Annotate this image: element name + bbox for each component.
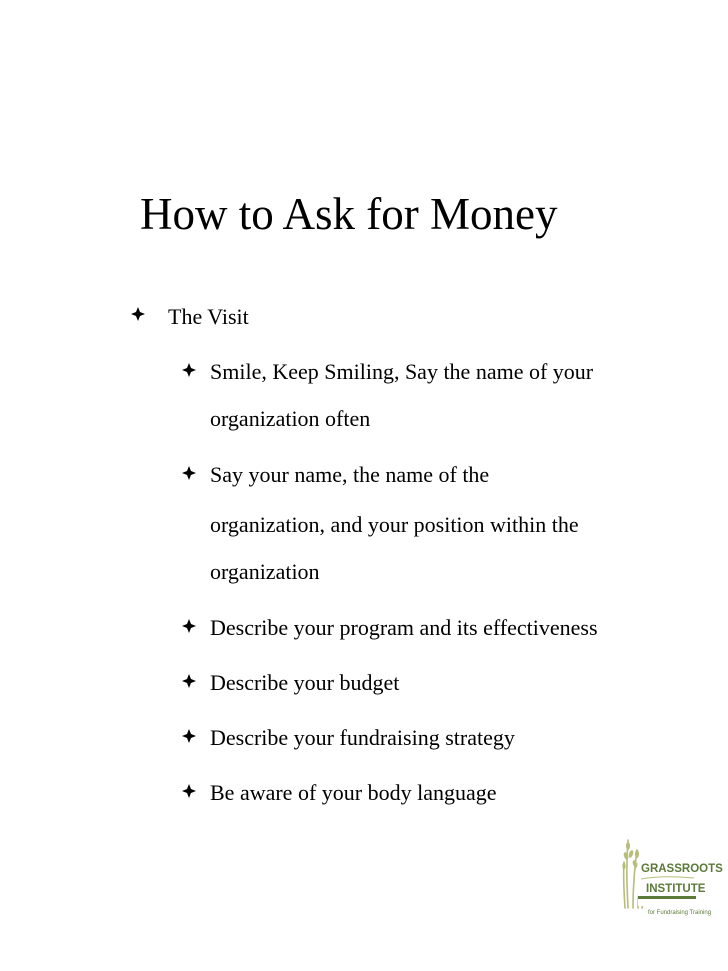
logo-tagline: for Fundraising Training bbox=[648, 910, 712, 916]
four-point-diamond-icon bbox=[131, 307, 145, 321]
grass-logo-icon bbox=[622, 832, 723, 920]
bullet-text-line: organization often bbox=[210, 406, 371, 431]
logo-line2: INSTITUTE bbox=[646, 883, 706, 895]
bullet-text-line: organization bbox=[210, 559, 320, 584]
bullet-text-line: Smile, Keep Smiling, Say the name of your bbox=[210, 359, 594, 384]
bullet-text-line: Be aware of your body language bbox=[210, 780, 497, 805]
four-point-diamond-icon bbox=[182, 784, 196, 798]
bullet-text-line: Describe your budget bbox=[210, 670, 400, 695]
bullet-text-line: Say your name, the name of the bbox=[210, 462, 490, 487]
four-point-diamond-icon bbox=[182, 674, 196, 688]
logo-line1: GRASSROOTS bbox=[641, 863, 723, 875]
four-point-diamond-icon bbox=[182, 363, 196, 377]
bullet-text-line: Describe your fundraising strategy bbox=[210, 725, 515, 750]
four-point-diamond-icon bbox=[182, 466, 196, 480]
four-point-diamond-icon bbox=[182, 729, 196, 743]
bullet-text: The Visit bbox=[168, 304, 249, 329]
four-point-diamond-icon bbox=[182, 619, 196, 633]
slide-title: How to Ask for Money bbox=[140, 189, 558, 239]
bullet-text-line: organization, and your position within the bbox=[210, 512, 579, 537]
grassroots-institute-logo bbox=[622, 832, 723, 920]
bullet-text-line: Describe your program and its effectiveness bbox=[210, 615, 598, 640]
